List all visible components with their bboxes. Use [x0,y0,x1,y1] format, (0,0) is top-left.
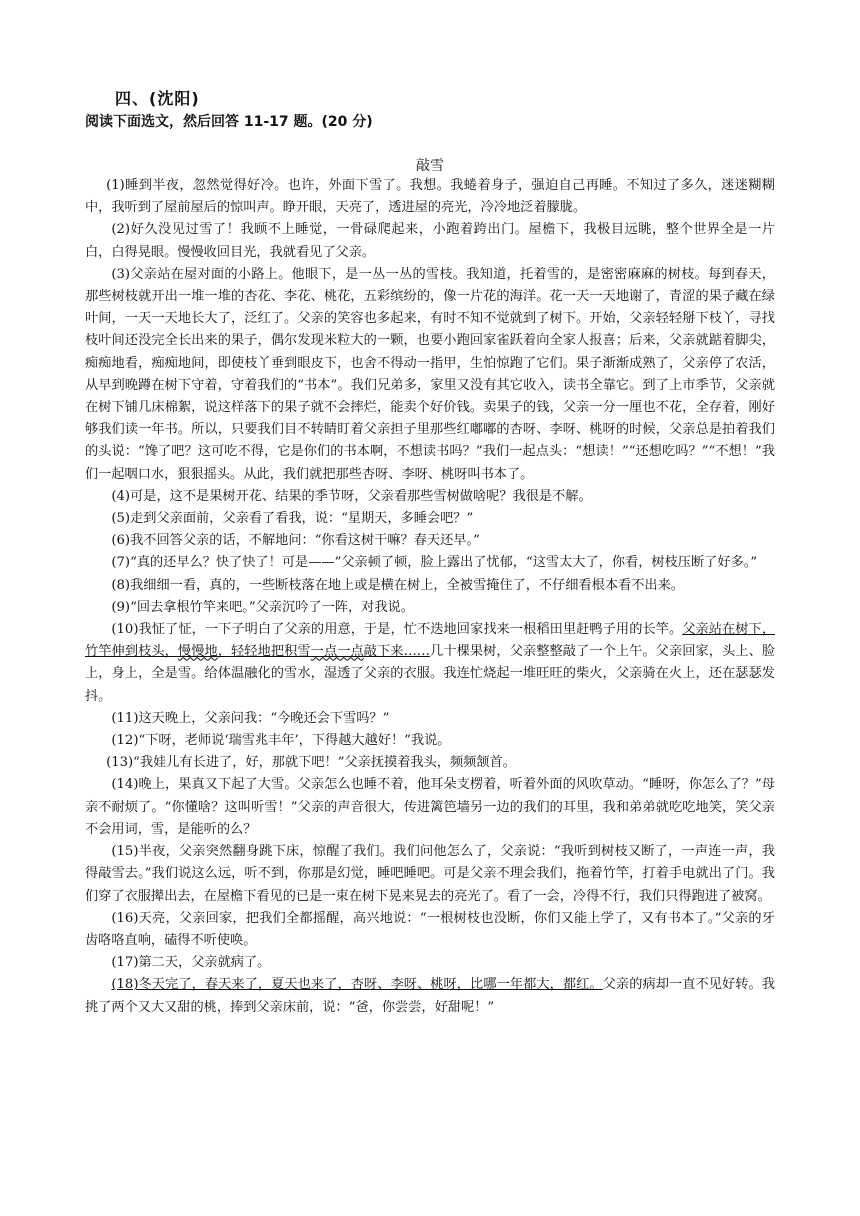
paragraph-8: (8)我细细一看，真的，一些断枝落在地上或是横在树上，全被雪掩住了，不仔细看根本看不出来。 [111,577,684,593]
paragraph-9: (9)“回去拿根竹竿来吧。”父亲沉吟了一阵，对我说。 [111,599,414,615]
paragraph-3: (3)父亲站在屋对面的小路上。他眼下，是一丛一丛的雪枝。我知道，托着雪的，是密密麻麻的树枝。每到春天，那些树枝就开出一堆一堆的杏花、李花、桃花，五彩缤纷的，像一片花的海洋。花一天一天地谢了，青涩的果子藏在绿叶间，一天一天地长大了，泛红了。父亲的笑容也多起来，有时不知不觉就到了树下。开始，父亲轻轻掰下枝丫，寻找枝叶间还没完全长出来的果子，偶尔发现米粒大的一颗，也要小跑回家雀跃着向全家人报喜；后来，父亲就踮着脚尖，痴痴地看，痴痴地间，即使枝丫垂到眼皮下，也舍不得动一指甲，生怕惊跑了它们。果子渐渐成熟了，父亲停了农活，从早到晚蹲在树下守着，守着我们的“书本”。我们兄弟多，家里又没有其它收入，读书全靠它。到了上市季节，父亲就在树下铺几床棉絮，说这样落下的果子就不会摔烂，能卖个好价钱。卖果子的钱，父亲一分一厘也不花，全存着，刚好够我们读一年书。所以，只要我们目不转睛盯着父亲担子里那些红嘟嘟的杏呀、李呀、桃呀的时候，父亲总是拍着我们的头说：“馋了吧？这可吃不得，它是你们的书本啊，不想读书吗？”我们一起点头：“想读！”“还想吃吗？”“不想！”我们一起咽口水，狠狠摇头。从此，我们就把那些杏呀、李呀、桃呀叫书本了。 [85,266,775,482]
paragraph-18-text-b: 父亲的病却一直不见好转。我挑了两个又大又甜的桃，捧到父亲床前，说：“爸，你尝尝，好甜呢！” [85,977,775,1015]
paragraph-10 [85,619,775,708]
section-title: 四、(沈阳) [115,89,200,108]
paragraph-16: (16)天亮，父亲回家，把我们全都摇醒，高兴地说：“一根树枝也没断，你们又能上学了，又有书本了。”父亲的牙齿咯咯直响，磕得不听使唤。 [85,910,775,948]
paragraph-11: (11)这天晚上，父亲问我：“今晚还会下雪吗？” [111,710,390,726]
paragraph-2: (2)好久没见过雪了！我顾不上睡觉，一骨碌爬起来，小跑着跨出门。屋檐下，我极目远眺，整个世界全是一片白，白得晃眼。慢慢收回目光，我就看见了父亲。 [85,222,775,260]
underlined-part-1: 父亲站在树下，竹竿伸到枝头， [85,622,776,660]
paragraph-15: (15)半夜，父亲突然翻身跳下床，惊醒了我们。我们问他怎么了，父亲说：“我听到树枝又断了，一声连一声，我得敲雪去。”我们说这么远，听不到，你那是幻觉，睡吧睡吧。可是父亲不理会我们，拖着竹竿，打着手电就出了门。我们穿了衣服撵出去，在屋檐下看见的已是一束在树下晃来晃去的亮光了。看了一会，冷得不行，我们只得跑进了被窝。 [85,844,775,904]
instruction-text: 阅读下面选文，然后回答 11-17 题。(20 分) [85,114,373,130]
paragraph-17: (17)第二天，父亲就病了。 [111,955,271,971]
paragraph-18 [85,974,775,1018]
underlined-sentence-18: (18)冬天完了，春天来了，夏天也来了，杏呀、李呀、桃呀，比哪一年都大，都红。 [111,977,603,993]
paragraph-7: (7)“真的还早么？快了快了！可是——”父亲顿了顿，脸上露出了忧郁，“这雪太大了，你看，树枝压断了好多。” [111,555,758,571]
paragraph-12: (12)“下呀，老师说‘瑞雪兆丰年’，下得越大越好！”我说。 [111,733,451,749]
wavy-underlined-word-2: 一点一点 [310,644,364,660]
paragraph-14: (14)晚上，果真又下起了大雪。父亲怎么也睡不着，他耳朵支楞着，听着外面的风吹草动。“睡呀，你怎么了？”母亲不耐烦了。“你懂啥？这叫听雪！”父亲的声音很大，传进篱笆墙另一边的我们的耳里，我和弟弟就吃吃地笑，笑父亲不会用词，雪，是能听的么？ [85,777,775,837]
article-title: 敲雪 [416,158,444,174]
paragraph-5: (5)走到父亲面前，父亲看了看我，说：“星期天，多睡会吧？” [111,511,474,527]
paragraph-10-text-b: 几十棵果树，父亲整整敲了一个上午。父亲回家，头上、脸上，身上，全是雪。给体温融化的雪水，湿透了父亲的衣服。我连忙烧起一堆旺旺的柴火，父亲骑在火上，还在瑟瑟发抖。 [85,644,776,704]
article-body [85,175,775,1019]
underlined-part-3: 敲下来…… [363,644,430,660]
paragraph-4: (4)可是，这不是果树开花、结果的季节呀，父亲看那些雪树做啥呢？我很是不解。 [111,488,592,504]
paragraph-13: (13)“我娃儿有长进了，好，那就下吧！”父亲抚摸着我头，频频颔首。 [106,755,516,771]
paragraph-10-text-a: (10)我怔了怔，一下子明白了父亲的用意，于是，忙不迭地回家找来一根稻田里赶鸭子用的长竿。 [111,622,683,638]
paragraph-6: (6)我不回答父亲的话，不解地问：“你看这树干嘛？春天还早。” [111,533,480,549]
wavy-underlined-word-1: 慢慢地 [177,644,218,660]
underlined-part-2: ，轻轻地把积雪 [217,644,311,660]
paragraph-1: (1)睡到半夜，忽然觉得好冷。也许，外面下雪了。我想。我蜷着身子，强迫自己再睡。不知过了多久，迷迷糊糊中，我听到了屋前屋后的惊叫声。睁开眼，天亮了，透进屋的亮光，冷冷地泛着朦胧。 [85,178,775,216]
